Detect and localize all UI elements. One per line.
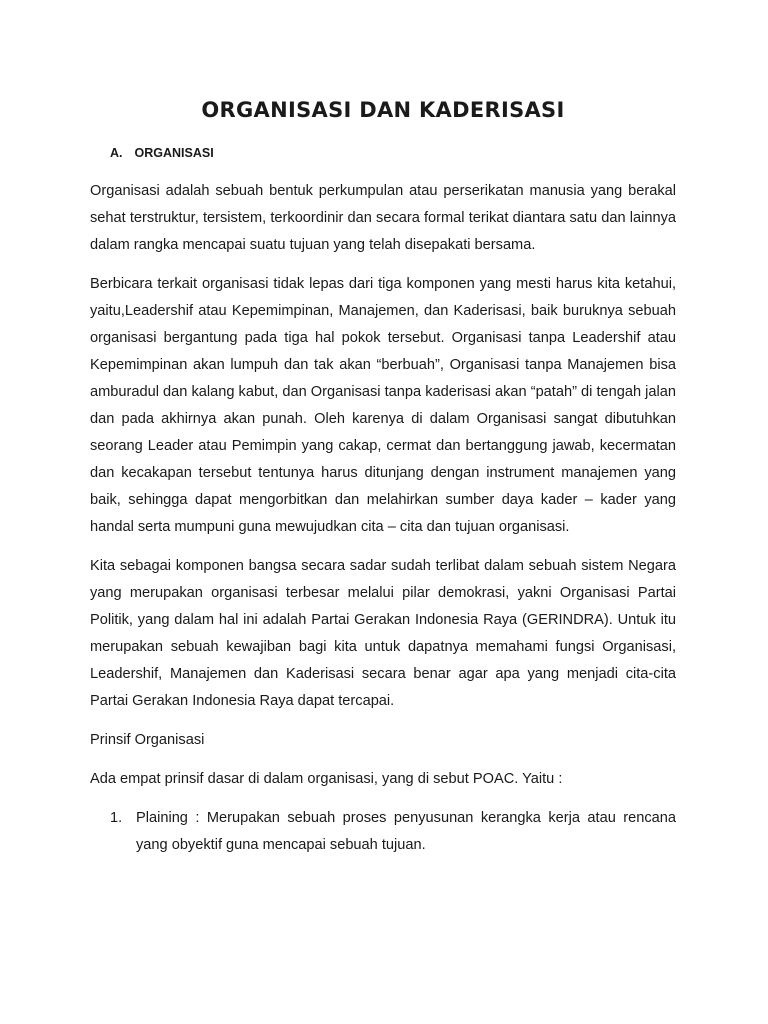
- list-item-text: Plaining : Merupakan sebuah proses penyusunan kerangka kerja atau rencana yang obyektif guna mencapai sebuah tujuan.: [136, 810, 676, 853]
- section-heading-text: ORGANISASI: [134, 146, 214, 160]
- paragraph-national-context: Kita sebagai komponen bangsa secara sadar sudah terlibat dalam sebuah sistem Negara yang merupakan organisasi terbesar melalui pilar demokrasi, yakni Organisasi Partai Politik, yang dalam hal ini adalah Partai Gerakan Indonesia Raya (GERINDRA). Untuk itu merupakan sebuah kewajiban bagi kita untuk dapatnya memahami fungsi Organisasi, Leadershif, Manajemen dan Kaderisasi secara benar agar apa yang menjadi cita-cita Partai Gerakan Indonesia Raya dapat tercapai.: [90, 558, 676, 709]
- paragraph-definition: Organisasi adalah sebuah bentuk perkumpulan atau perserikatan manusia yang berakal sehat terstruktur, tersistem, terkoordinir dan secara formal terikat diantara satu dan lainnya dalam rangka mencapai suatu tujuan yang telah disepakati bersama.: [90, 183, 676, 253]
- section-heading: [110, 144, 676, 162]
- list-item-number: 1.: [110, 810, 123, 826]
- section-marker: A.: [110, 146, 123, 160]
- list-item: [90, 805, 676, 859]
- paragraph-components: Berbicara terkait organisasi tidak lepas dari tiga komponen yang mesti harus kita ketahui, yaitu,Leadershif atau Kepemimpinan, Manajemen, dan Kaderisasi, baik buruknya sebuah organisasi bergantung pada tiga hal pokok tersebut. Organisasi tanpa Leadershif atau Kepemimpinan akan lumpuh dan tak akan “berbuah”, Organisasi tanpa Manajemen bisa amburadul dan kalang kabut, dan Organisasi tanpa kaderisasi akan “patah” di tengah jalan dan pada akhirnya akan punah. Oleh karenya di dalam Organisasi sangat dibutuhkan seorang Leader atau Pemimpin yang cakap, cermat dan bertanggung jawab, kecermatan dan kecakapan tersebut tentunya harus ditunjang dengan instrument manajemen yang baik, sehingga dapat mengorbitkan dan melahirkan sumber daya kader – kader yang handal serta mumpuni guna mewujudkan cita – cita dan tujuan organisasi.: [90, 276, 676, 535]
- document-page: [90, 96, 676, 859]
- document-title: ORGANISASI DAN KADERISASI: [201, 98, 565, 122]
- principles-intro: Ada empat prinsif dasar di dalam organisasi, yang di sebut POAC. Yaitu :: [90, 771, 563, 787]
- principles-list: [90, 805, 676, 859]
- subheading-principles: Prinsif Organisasi: [90, 732, 205, 748]
